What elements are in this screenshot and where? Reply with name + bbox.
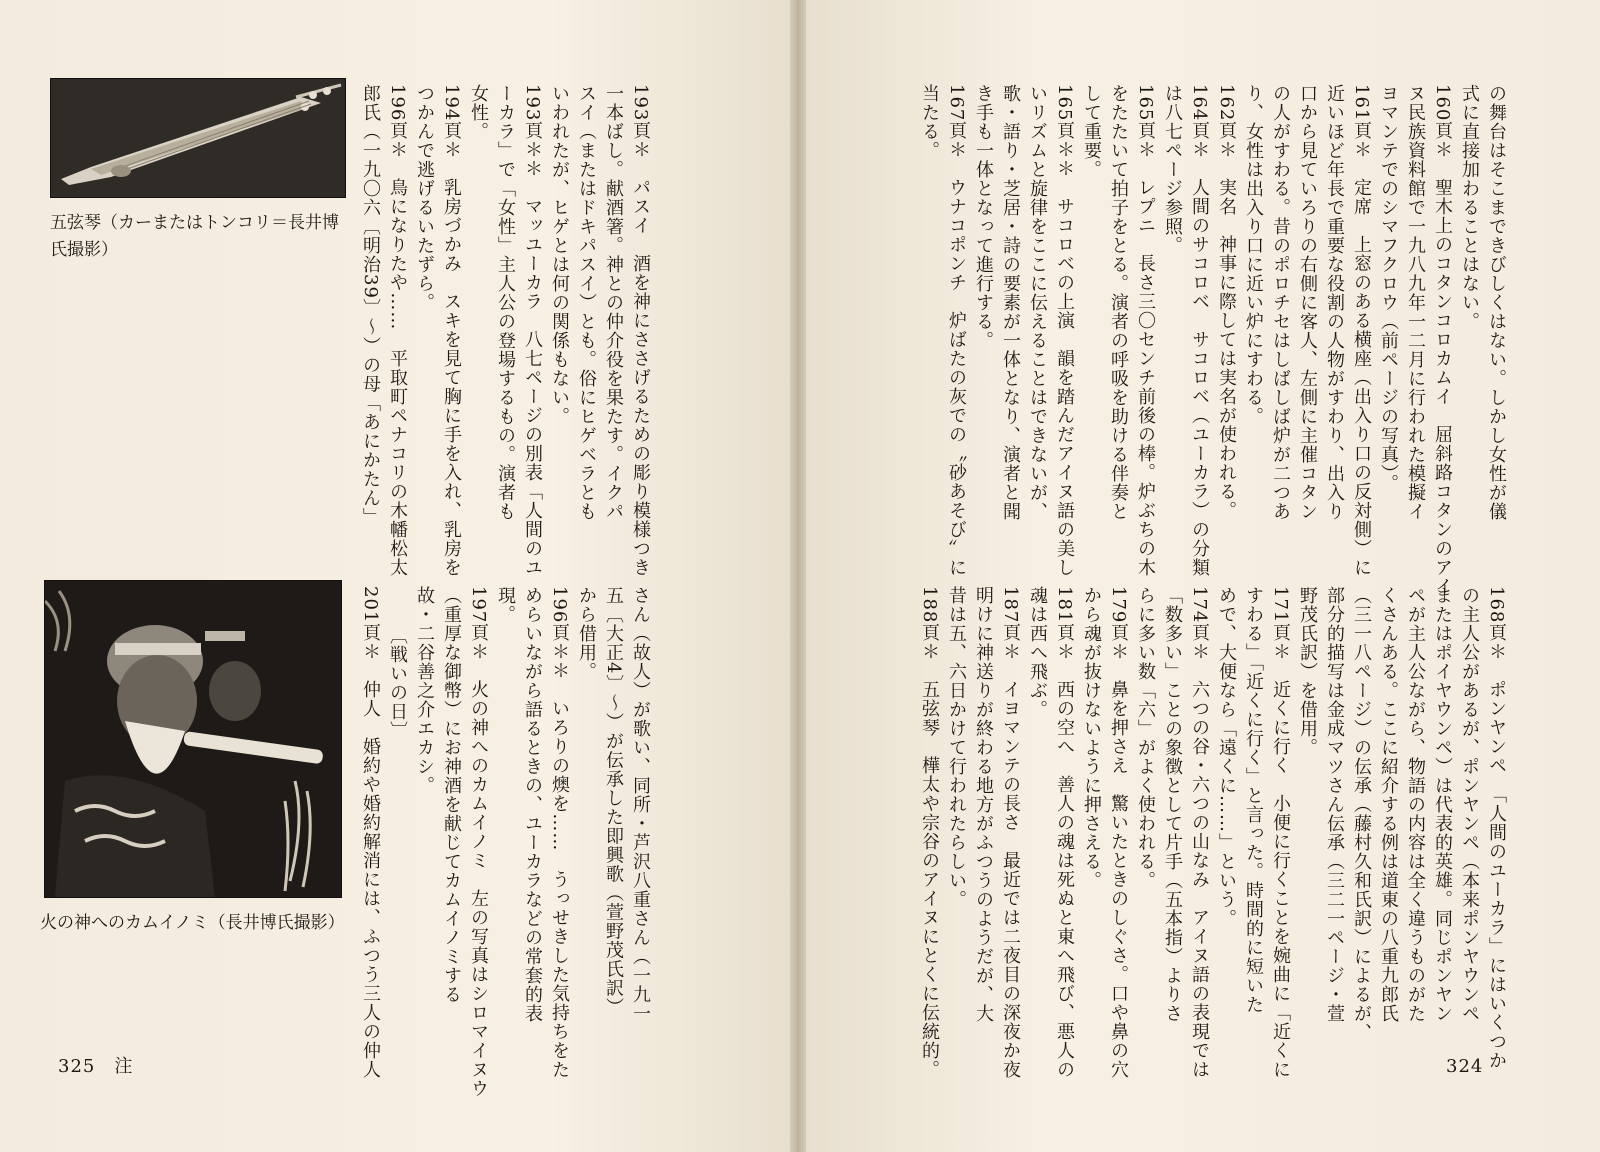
tonkori-caption: 五弦琴（カーまたはトンコリ＝長井博氏撮影） <box>50 213 339 260</box>
note-column: 昔は五、六日かけて行われたらしい。 <box>946 586 967 909</box>
note-column: すわる」「近くに行く」と言った。時間的に短いた <box>1243 586 1264 1014</box>
note-column: 167頁＊ ウナコポンチ 炉ばたの灰での〝砂あそび〟に <box>946 84 967 578</box>
note-column: して重要。 <box>1081 84 1102 179</box>
note-column: の舞台はそこまできびしくはない。しかし女性が儀 <box>1486 84 1507 521</box>
section-heading: 〔戦いの日〕 <box>387 626 408 740</box>
note-column: 野茂氏訳）を借用。 <box>1297 586 1318 757</box>
note-column: 一本ばし。献酒箸。神との仲介役を果たす。イクパ <box>603 84 624 521</box>
left-lower-notes <box>358 586 654 1099</box>
note-column: （三一八ページ）の伝承（藤村久和氏訳）によるが、 <box>1351 586 1372 1042</box>
note-column: 188頁＊ 五弦琴 樺太や宗谷のアイヌにとくに伝統的。 <box>919 586 940 1080</box>
note-column: 式に直接加わることはない。 <box>1459 84 1480 331</box>
note-column: 近いほど年長で重要な役割の人物がすわり、出入り <box>1324 84 1345 521</box>
note-column: 魂は西へ飛ぶ。 <box>1027 586 1048 719</box>
kamuynomi-image <box>45 581 341 897</box>
note-column: 171頁＊ 近くに行く 小便に行くことを婉曲に「近くに <box>1270 586 1291 1080</box>
note-column: 174頁＊ 六つの谷・六つの山なみ アイヌ語の表現では <box>1189 586 1210 1080</box>
note-column: から魂が抜けないように押さえる。 <box>1081 586 1102 890</box>
note-column: くさんある。ここに紹介する例は道東の八重九郎氏 <box>1378 586 1399 1023</box>
tonkori-figure <box>50 78 350 268</box>
left-upper-notes <box>358 84 654 578</box>
right-folio: 324 <box>1446 1056 1484 1077</box>
right-upper-notes <box>890 84 1510 597</box>
note-column: 179頁＊ 鼻を押さえ 驚いたときのしぐさ。口や鼻の穴 <box>1108 586 1129 1080</box>
note-column: またはポイヤウンペ）は代表的英雄。同じポンヤン <box>1432 586 1453 1023</box>
tonkori-photo <box>50 78 346 198</box>
note-column: 現。 <box>495 586 516 624</box>
note-column: 161頁＊ 定席 上窓のある横座（出入り口の反対側）に <box>1351 84 1372 578</box>
note-column: 181頁＊ 西の空へ 善人の魂は死ぬと東へ飛び、悪人の <box>1054 586 1075 1080</box>
note-column: 168頁＊ ポンヤンペ 「人間のユーカラ」にはいくつか <box>1486 586 1507 1071</box>
note-column: り、女性は出入り口に近い炉にすわる。 <box>1243 84 1264 426</box>
note-column: スイ（またはドキパスイ）とも。俗にヒゲベラとも <box>576 84 597 521</box>
gutter <box>790 0 806 1152</box>
note-column: いリズムと旋律をここに伝えることはできないが、 <box>1027 84 1048 521</box>
note-column: 165頁＊＊ サコロベの上演 韻を踏んだアイヌ語の美し <box>1054 84 1075 578</box>
left-folio: 325 注 <box>58 1056 134 1077</box>
note-column: き手も一体となって進行する。 <box>973 84 994 350</box>
note-column: 187頁＊ イヨマンテの長さ 最近では二夜目の深夜か夜 <box>1000 586 1021 1080</box>
note-column: らに多い数「六」がよく使われる。 <box>1135 586 1156 890</box>
note-column: 「数多い」ことの象徴として片手（五本指）よりさ <box>1162 586 1183 1023</box>
note-column: 女性。 <box>468 84 489 141</box>
note-column: 162頁＊ 実名 神事に際しては実名が使われる。 <box>1216 84 1237 521</box>
left-page <box>0 0 790 1152</box>
note-column: から借用。 <box>576 586 597 681</box>
note-column: 193頁＊＊ マッユーカラ 八七ページの別表「人間のユ <box>522 84 543 578</box>
note-column: は八七ページ参照。 <box>1162 84 1183 255</box>
note-column: の主人公があるが、ポンヤンペ（本来ポンヤウンペ <box>1459 586 1480 1023</box>
note-column: さん（故人）が歌い、同所・芦沢八重さん（一九一 <box>630 586 651 1023</box>
note-column: 故・二谷善之介エカシ。 <box>414 586 435 795</box>
note-column: 五〔大正4〕～）が伝承した即興歌（萱野茂氏訳） <box>603 586 624 1017</box>
note-column: をたたいて拍子をとる。演者の呼吸を助ける伴奏と <box>1108 84 1129 521</box>
note-column: ヌ民族資料館で一九八九年一二月に行われた模擬イ <box>1405 84 1426 521</box>
kamuynomi-caption: 火の神へのカムイノミ（長井博氏撮影） <box>40 913 345 933</box>
note-column: 196頁＊ 鳥になりたや…… 平取町ペナコリの木幡松太 <box>387 84 408 578</box>
note-column: の人がすわる。昔のポロチセはしばしば炉が二つあ <box>1270 84 1291 521</box>
note-column: ーカラ」で「女性」主人公の登場するもの。演者も <box>495 84 516 521</box>
note-column: 明けに神送りが終わる地方がふつうのようだが、大 <box>973 586 994 1023</box>
note-column: 165頁＊ レプニ 長さ三〇センチ前後の棒。炉ぶちの木 <box>1135 84 1156 578</box>
note-column: 当たる。 <box>919 84 940 160</box>
note-column: 194頁＊ 乳房づかみ スキを見て胸に手を入れ、乳房を <box>441 84 462 578</box>
right-page <box>806 0 1600 1152</box>
kamuynomi-figure <box>40 580 345 940</box>
note-column: 196頁＊＊ いろりの燠を…… うっせきした気持ちをた <box>549 586 570 1080</box>
note-column: 部分的描写は金成マツさん伝承（三二一ページ・萱 <box>1324 586 1345 1023</box>
note-column: 郎氏（一九〇六〔明治39〕～）の母「あにかたん」 <box>360 84 381 527</box>
note-column: つかんで逃げるいたずら。 <box>414 84 435 312</box>
note-column: めらいながら語るときの、ユーカラなどの常套的表 <box>522 586 543 1023</box>
note-column: 193頁＊ パスイ 酒を神にささげるための彫り模様つき <box>630 84 651 578</box>
note-column: 164頁＊ 人間のサコロベ サコロベ（ユーカラ）の分類 <box>1189 84 1210 578</box>
note-column: 口から見ていろりの右側に客人、左側に主催コタン <box>1297 84 1318 521</box>
note-column: 197頁＊ 火の神へのカムイノミ 左の写真はシロマイヌウ <box>468 586 489 1099</box>
tonkori-image <box>51 79 345 197</box>
note-column: 160頁＊ 聖木上のコタンコロカムイ 屈斜路コタンのアイ <box>1432 84 1453 597</box>
note-column: 201頁＊ 仲人 婚約や婚約解消には、ふつう三人の仲人 <box>360 586 381 1080</box>
note-column: 歌・語り・芝居・詩の要素が一体となり、演者と聞 <box>1000 84 1021 521</box>
note-column: （重厚な御幣）にお神酒を献じてカムイノミする <box>441 586 462 1004</box>
note-column: いわれたが、ヒゲとは何の関係もない。 <box>549 84 570 426</box>
note-column: ヨマンテでのシマフクロウ（前ページの写真）。 <box>1378 84 1399 493</box>
note-column: めで、大便なら「遠くに……」という。 <box>1216 586 1237 928</box>
note-column: ペが主人公ながら、物語の内容は全く違うものがた <box>1405 586 1426 1023</box>
kamuynomi-photo <box>44 580 342 898</box>
